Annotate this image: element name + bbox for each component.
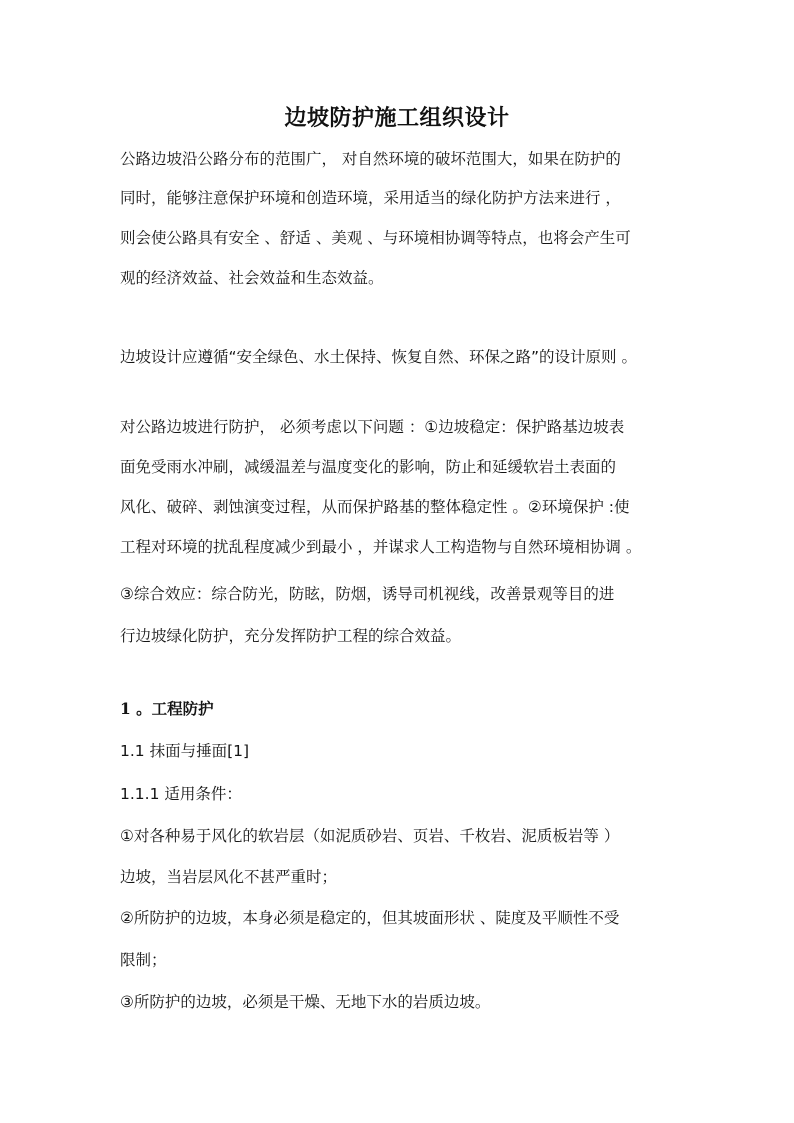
- intro-line-4: 观的经济效益、社会效益和生态效益。: [120, 269, 384, 287]
- subsection-heading: 1.1 抹面与捶面[1]: [120, 742, 250, 760]
- document-title: 边坡防护施工组织设计: [284, 105, 510, 131]
- subsubsection-heading: 1.1.1 适用条件：: [120, 785, 242, 803]
- considerations-line-5: ③综合效应：综合防光，防眩，防烟，诱导司机视线，改善景观等目的进: [120, 585, 615, 603]
- condition-line-1: ①对各种易于风化的软岩层（如泥质砂岩、页岩、千枚岩、泥质板岩等 ）: [120, 827, 620, 845]
- intro-line-2: 同时，能够注意保护环境和创造环境，采用适当的绿化防护方法来进行 ，: [120, 189, 621, 207]
- condition-line-4: 限制；: [120, 951, 167, 969]
- principle-line: 边坡设计应遵循“安全绿色、水土保持、恢复自然、环保之路”的设计原则 。: [120, 348, 637, 366]
- considerations-line-4: 工程对环境的扰乱程度减少到最小 ，并谋求人工构造物与自然环境相协调 。: [120, 538, 642, 556]
- intro-line-1: 公路边坡沿公路分布的范围广， 对自然环境的破坏范围大，如果在防护的: [120, 150, 621, 168]
- considerations-line-1: 对公路边坡进行防护， 必须考虑以下问题 ：①边坡稳定：保护路基边坡表: [120, 418, 625, 436]
- intro-line-3: 则会使公路具有安全 、舒适 、美观 、与环境相协调等特点，也将会产生可: [120, 229, 631, 247]
- considerations-line-6: 行边坡绿化防护，充分发挥防护工程的综合效益。: [120, 627, 462, 645]
- condition-line-5: ③所防护的边坡，必须是干燥、无地下水的岩质边坡。: [120, 993, 491, 1011]
- condition-line-2: 边坡，当岩层风化不甚严重时；: [120, 868, 338, 886]
- considerations-line-3: 风化、破碎、剥蚀演变过程，从而保护路基的整体稳定性 。②环境保护 :使: [120, 498, 630, 516]
- considerations-line-2: 面免受雨水冲刷，减缓温差与温度变化的影响，防止和延缓软岩土表面的: [120, 458, 617, 476]
- condition-line-3: ②所防护的边坡，本身必须是稳定的，但其坡面形状 、陡度及平顺性不受: [120, 909, 620, 927]
- section-heading: 1 。工程防护: [120, 699, 214, 718]
